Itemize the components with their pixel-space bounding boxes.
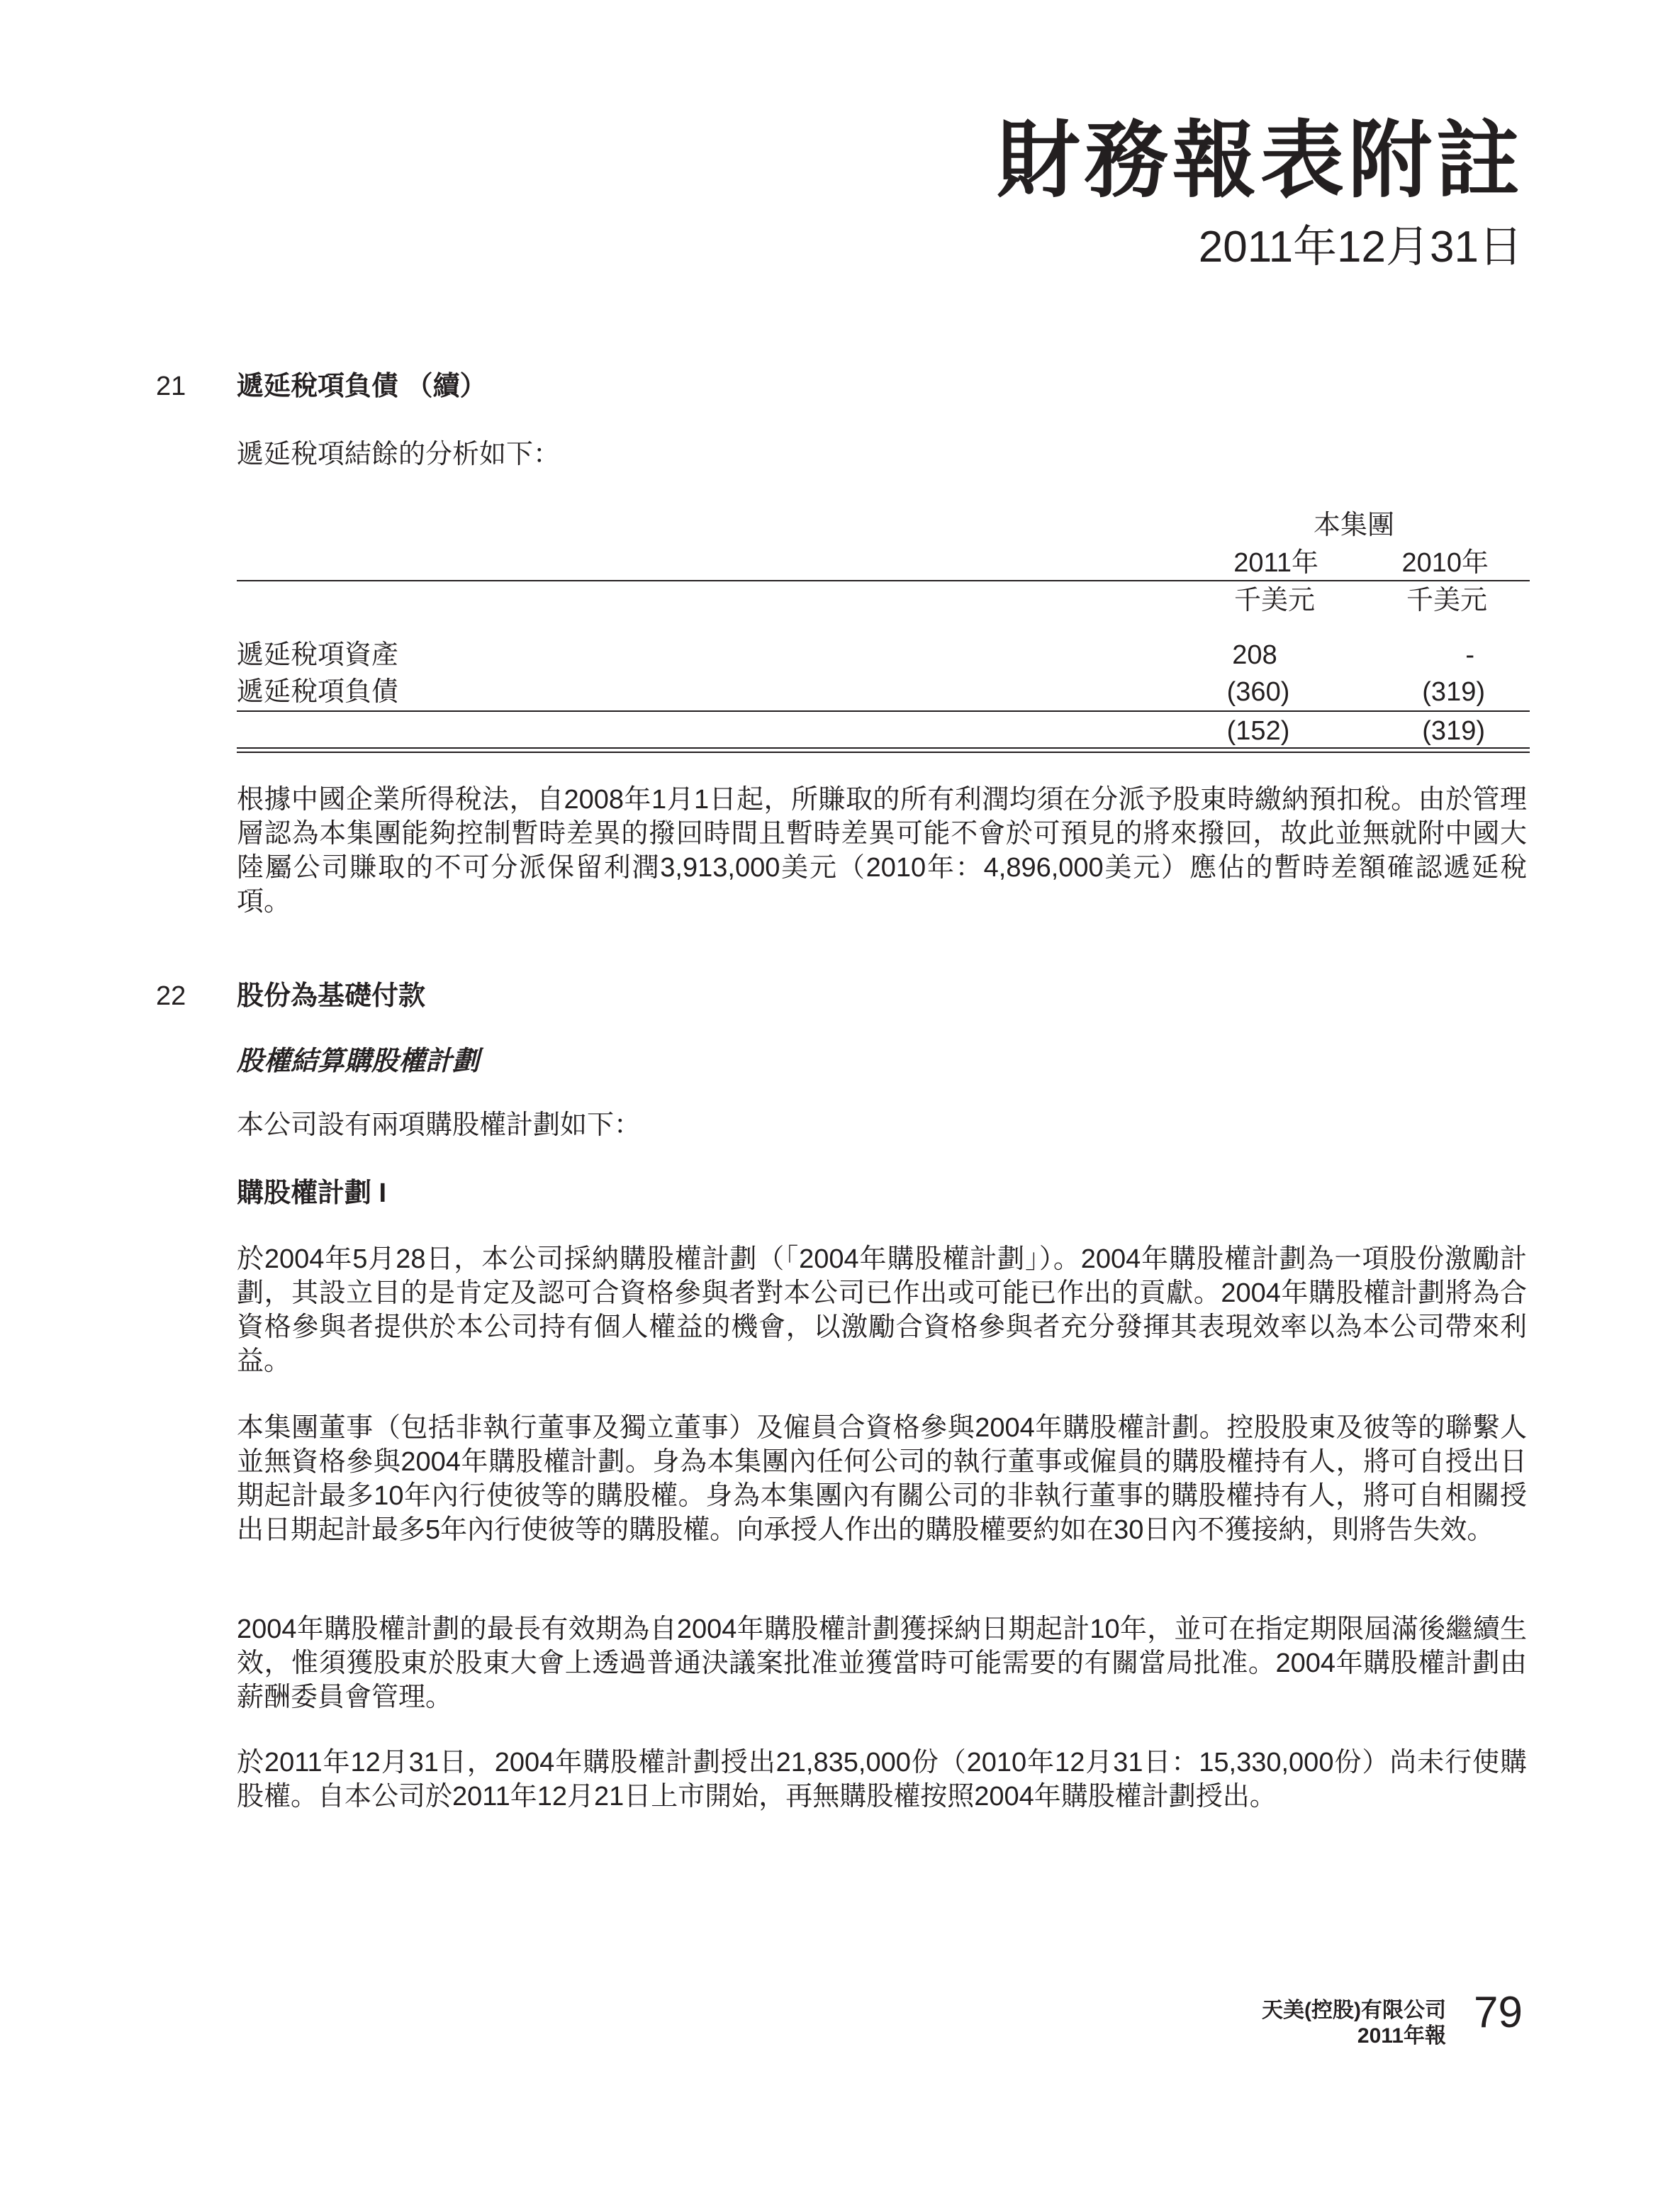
table-cell: - xyxy=(1465,640,1474,670)
section-title-22: 股份為基礎付款 xyxy=(237,981,426,1011)
table-total-cell: (319) xyxy=(1422,716,1485,746)
table-col-year-2011: 2011年 xyxy=(1233,548,1318,578)
section-number-22: 22 xyxy=(156,981,186,1011)
table-header-rule xyxy=(237,580,1530,581)
table-col-unit-2011: 千美元 xyxy=(1233,586,1315,615)
table-cell: (360) xyxy=(1226,677,1290,707)
table-double-rule-top xyxy=(237,747,1530,749)
table-col-year-2010: 2010年 xyxy=(1401,548,1489,578)
table-row-label: 遞延稅項負債 xyxy=(237,677,399,707)
footer-report-name: 2011年報 xyxy=(1357,2024,1446,2048)
table-subtotal-rule xyxy=(237,710,1530,712)
section-21-paragraph: 根據中國企業所得稅法，自2008年1月1日起，所賺取的所有利潤均須在分派予股東時繳納預扣稅。由於管理層認為本集團能夠控制暫時差異的撥回時間且暫時差異可能不會於可預見的將來撥回，故此並無就附中國大陸屬公司賺取的不可分派保留利潤3,913,000美元（2010年：4,896,000美元）應佔的暫時差額確認遞延稅項。 xyxy=(237,785,1527,917)
table-double-rule-bottom xyxy=(237,752,1530,753)
footer-company-name: 天美(控股)有限公司 xyxy=(1262,1999,1446,2022)
section-22-paragraph-1: 於2004年5月28日，本公司採納購股權計劃（「2004年購股權計劃」）。2004年購股權計劃為一項股份激勵計劃，其設立目的是肯定及認可合資格參與者對本公司已作出或可能已作出的貢獻。2004年購股權計劃將為合資格參與者提供於本公司持有個人權益的機會，以激勵合資格參與者充分發揮其表現效率以為本公司帶來利益。 xyxy=(237,1244,1527,1376)
page-date: 2011年12月31日 xyxy=(1198,223,1523,272)
table-col-unit-2010: 千美元 xyxy=(1406,586,1487,615)
section-22-subtitle: 股權結算購股權計劃 xyxy=(237,1046,480,1076)
table-cell: (319) xyxy=(1422,677,1485,707)
table-total-cell: (152) xyxy=(1226,716,1290,746)
page-title: 財務報表附註 xyxy=(996,114,1524,208)
section-title-21: 遞延稅項負債 （續） xyxy=(237,372,487,401)
section-number-21: 21 xyxy=(156,372,186,401)
page-number: 79 xyxy=(1474,1988,1523,2037)
section-22-paragraph-2: 本集團董事（包括非執行董事及獨立董事）及僱員合資格參與2004年購股權計劃。控股股東及彼等的聯繫人並無資格參與2004年購股權計劃。身為本集團內任何公司的執行董事或僱員的購股權持有人，將可自授出日期起計最多10年內行使彼等的購股權。身為本集團內有關公司的非執行董事的購股權持有人，將可自相關授出日期起計最多5年內行使彼等的購股權。向承授人作出的購股權要約如在30日內不獲接納，則將告失效。 xyxy=(237,1413,1527,1545)
scheme-title: 購股權計劃 I xyxy=(237,1178,387,1208)
section-22-paragraph-4: 於2011年12月31日，2004年購股權計劃授出21,835,000份（2010年12月31日：15,330,000份）尚未行使購股權。自本公司於2011年12月21日上市開始，再無購股權按照2004年購股權計劃授出。 xyxy=(237,1748,1527,1812)
table-group-label: 本集團 xyxy=(1313,510,1394,540)
table-row-label: 遞延稅項資產 xyxy=(237,640,399,670)
section-22-paragraph-3: 2004年購股權計劃的最長有效期為自2004年購股權計劃獲採納日期起計10年，並可在指定期限屆滿後繼續生效，惟須獲股東於股東大會上透過普通決議案批准並獲當時可能需要的有關當局批准。2004年購股權計劃由薪酬委員會管理。 xyxy=(237,1614,1527,1712)
section-21-intro: 遞延稅項結餘的分析如下： xyxy=(237,440,561,469)
section-22-intro: 本公司設有兩項購股權計劃如下： xyxy=(237,1110,642,1140)
table-cell: 208 xyxy=(1232,640,1277,670)
